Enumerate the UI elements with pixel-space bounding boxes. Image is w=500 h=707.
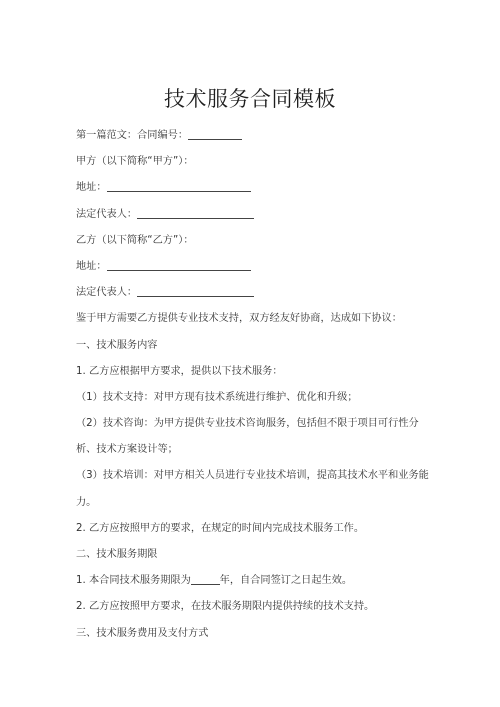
paragraph-line [76, 547, 436, 563]
paragraph-line [76, 338, 436, 354]
paragraph-line [76, 521, 436, 537]
paragraph-line [76, 364, 436, 380]
paragraph-text: （3）技术培训：对甲方相关人员进行专业技术培训，提高其技术水平和业务能力。 [76, 470, 429, 508]
field-label: 第一篇范文：合同编号： [76, 130, 189, 141]
paragraph-text: 乙方（以下简称“乙方”）： [76, 234, 194, 246]
paragraph-line [76, 259, 436, 275]
paragraph-text: 2. 乙方应按照甲方的要求，在规定的时间内完成技术服务工作。 [76, 522, 365, 534]
paragraph-line [76, 285, 436, 301]
field-label: 法定代表人： [76, 208, 138, 220]
paragraph-line [76, 390, 436, 406]
paragraph-text: 鉴于甲方需要乙方提供专业技术支持，双方经友好协商，达成如下协议： [76, 313, 402, 325]
fill-in-blank [137, 207, 254, 219]
paragraph-line [76, 207, 436, 223]
document-body [76, 128, 436, 652]
field-label: 法定代表人： [76, 287, 138, 299]
paragraph-line [76, 573, 436, 589]
paragraph-line [76, 128, 436, 144]
field-label: 1. 本合同技术服务期限为 [76, 575, 191, 587]
fill-in-blank [107, 180, 251, 192]
document-title: 技术服务合同模板 [164, 87, 336, 111]
field-suffix: 年，自合同签订之日起生效。 [219, 575, 353, 587]
paragraph-line [76, 154, 436, 170]
fill-in-blank [191, 573, 220, 585]
fill-in-blank [137, 285, 254, 297]
field-label: 地址： [76, 260, 107, 272]
paragraph-text: 甲方（以下简称“甲方”）： [76, 156, 194, 168]
fill-in-blank [188, 128, 242, 140]
paragraph-text: （1）技术支持：对甲方现有技术系统进行维护、优化和升级； [76, 391, 358, 403]
paragraph-line [76, 180, 436, 196]
paragraph-line [76, 411, 436, 463]
paragraph-text: 一、技术服务内容 [76, 339, 158, 351]
paragraph-line [76, 626, 436, 642]
fill-in-blank [107, 259, 251, 271]
paragraph-text: 三、技术服务费用及支付方式 [76, 627, 209, 639]
paragraph-line [76, 311, 436, 327]
field-label: 地址： [76, 182, 107, 194]
paragraph-line [76, 463, 436, 515]
paragraph-line [76, 599, 436, 615]
paragraph-text: 1. 乙方应根据甲方要求，提供以下技术服务： [76, 365, 283, 377]
paragraph-text: （2）技术咨询：为甲方提供专业技术咨询服务，包括但不限于项目可行性分析、技术方案设计等； [76, 418, 419, 456]
paragraph-text: 2. 乙方应按照甲方要求，在技术服务期限内提供持续的技术支持。 [76, 601, 375, 613]
paragraph-line [76, 233, 436, 249]
paragraph-text: 二、技术服务期限 [76, 549, 158, 561]
